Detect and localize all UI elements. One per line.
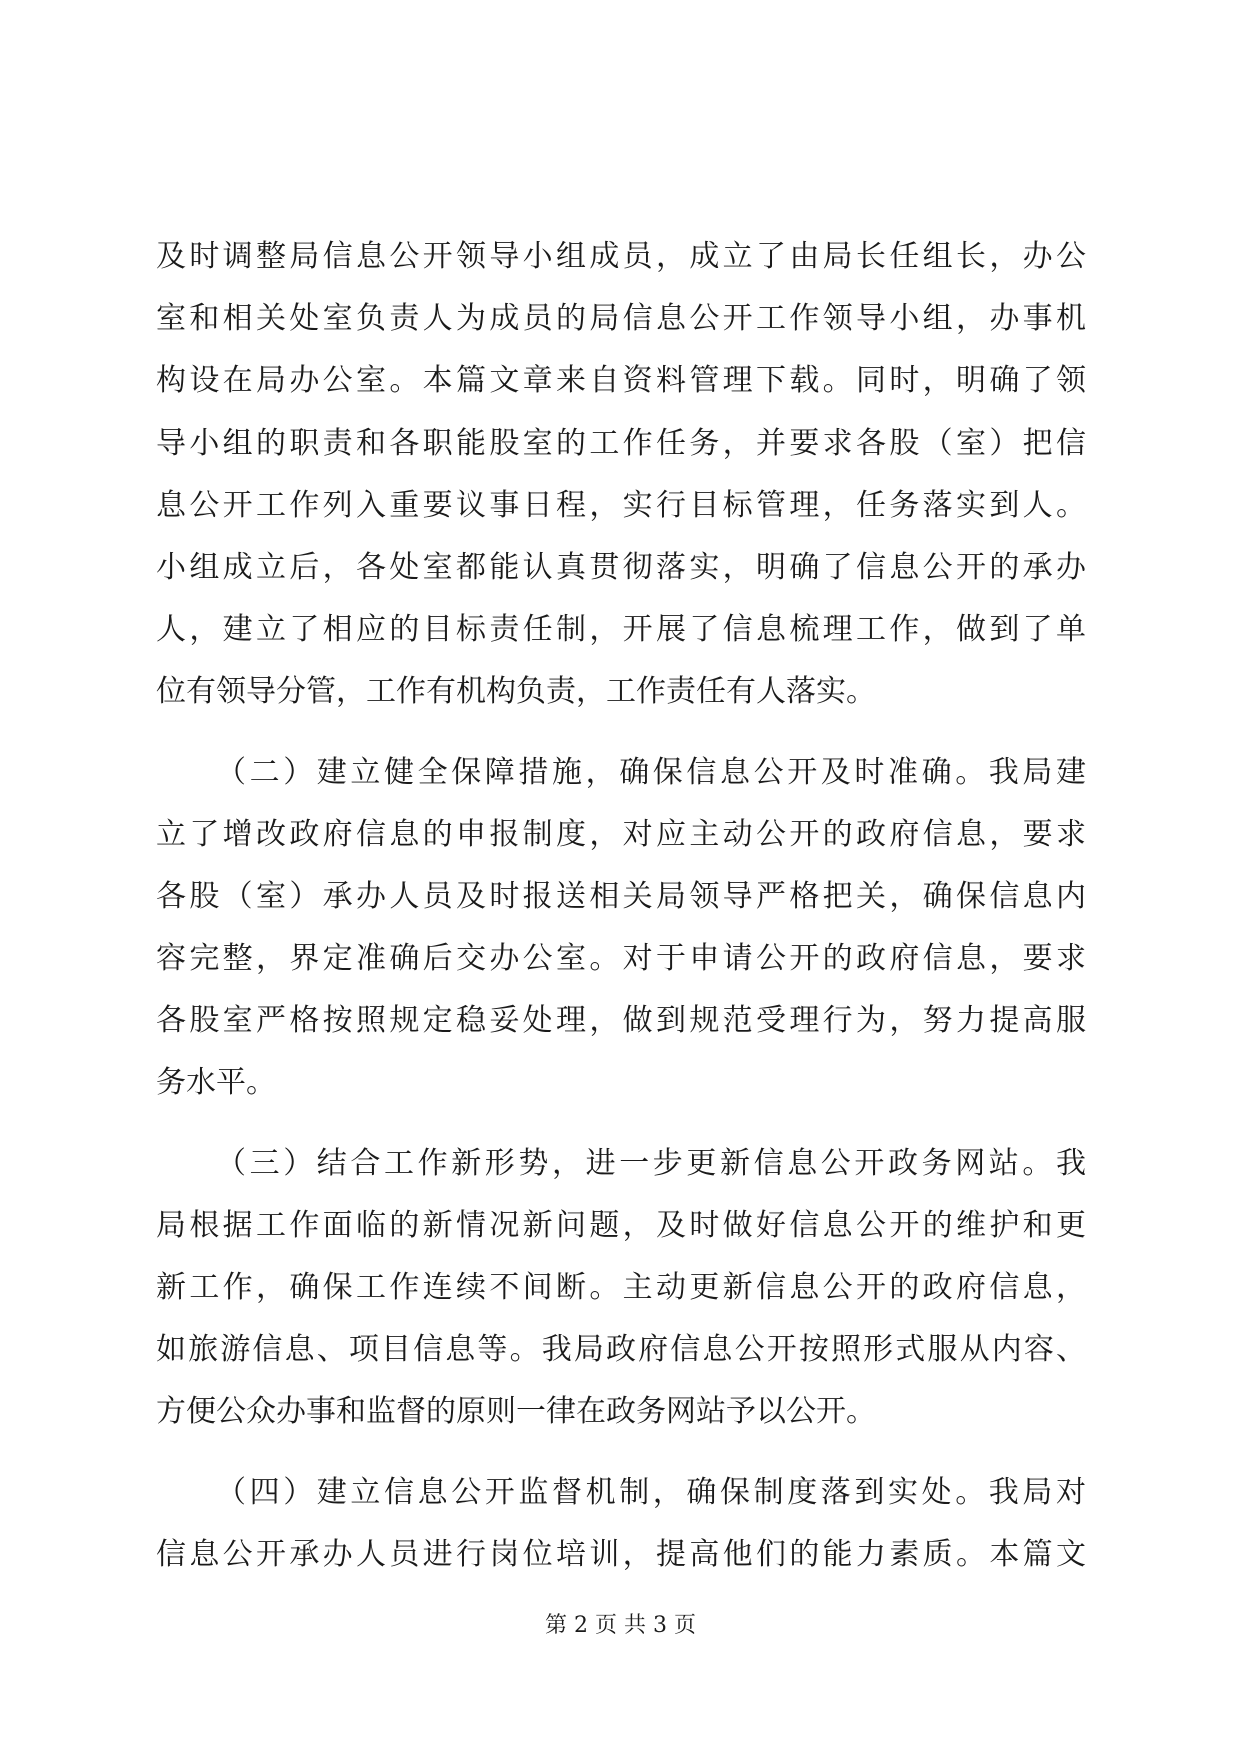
text-line: 及时调整局信息公开领导小组成员，成立了由局长任组长，办公: [156, 239, 1086, 274]
text-line: 导小组的职责和各职能股室的工作任务，并要求各股（室）把信: [156, 425, 1086, 461]
text-line: 位有领导分管，工作有机构负责，工作责任有人落实。: [156, 674, 876, 710]
text-line: 人，建立了相应的目标责任制，开展了信息梳理工作，做到了单: [156, 612, 1086, 648]
text-line: 立了增改政府信息的申报制度，对应主动公开的政府信息，要求: [156, 816, 1086, 852]
paragraph-3: [156, 1133, 1086, 1444]
text-line: 方便公众办事和监督的原则一律在政务网站予以公开。: [156, 1394, 876, 1430]
text-line: 信息公开承办人员进行岗位培训，提高他们的能力素质。本篇文: [156, 1536, 1086, 1572]
text-line: 小组成立后，各处室都能认真贯彻落实，明确了信息公开的承办: [156, 549, 1086, 585]
text-line: 各股室严格按照规定稳妥处理，做到规范受理行为，努力提高服: [156, 1003, 1086, 1039]
text-line: （三）结合工作新形势，进一步更新信息公开政务网站。我: [216, 1145, 1086, 1181]
text-line: 新工作，确保工作连续不间断。主动更新信息公开的政府信息，: [156, 1270, 1086, 1305]
text-line: 容完整，界定准确后交办公室。对于申请公开的政府信息，要求: [156, 941, 1086, 977]
document-body: [156, 226, 1086, 1586]
text-line: （四）建立信息公开监督机制，确保制度落到实处。我局对: [216, 1474, 1086, 1510]
text-line: 务水平。: [156, 1065, 276, 1101]
text-line: 息公开工作列入重要议事日程，实行目标管理，任务落实到人。: [156, 487, 1086, 523]
paragraph-1: [156, 226, 1086, 724]
text-line: 如旅游信息、项目信息等。我局政府信息公开按照形式服从内容、: [156, 1332, 1086, 1368]
paragraph-gap: [156, 1444, 1086, 1462]
text-line: 各股（室）承办人员及时报送相关局领导严格把关，确保信息内: [156, 878, 1086, 914]
text-line: 室和相关处室负责人为成员的局信息公开工作领导小组，办事机: [156, 301, 1086, 337]
text-line: 局根据工作面临的新情况新问题，及时做好信息公开的维护和更: [156, 1207, 1086, 1243]
paragraph-gap: [156, 1115, 1086, 1133]
text-line: （二）建立健全保障措施，确保信息公开及时准确。我局建: [216, 754, 1086, 790]
paragraph-2: [156, 742, 1086, 1115]
paragraph-gap: [156, 724, 1086, 742]
paragraph-4: [156, 1462, 1086, 1586]
page-number-footer: 第 2 页 共 3 页: [545, 1613, 696, 1638]
text-line: 构设在局办公室。本篇文章来自资料管理下载。同时，明确了领: [156, 363, 1086, 399]
